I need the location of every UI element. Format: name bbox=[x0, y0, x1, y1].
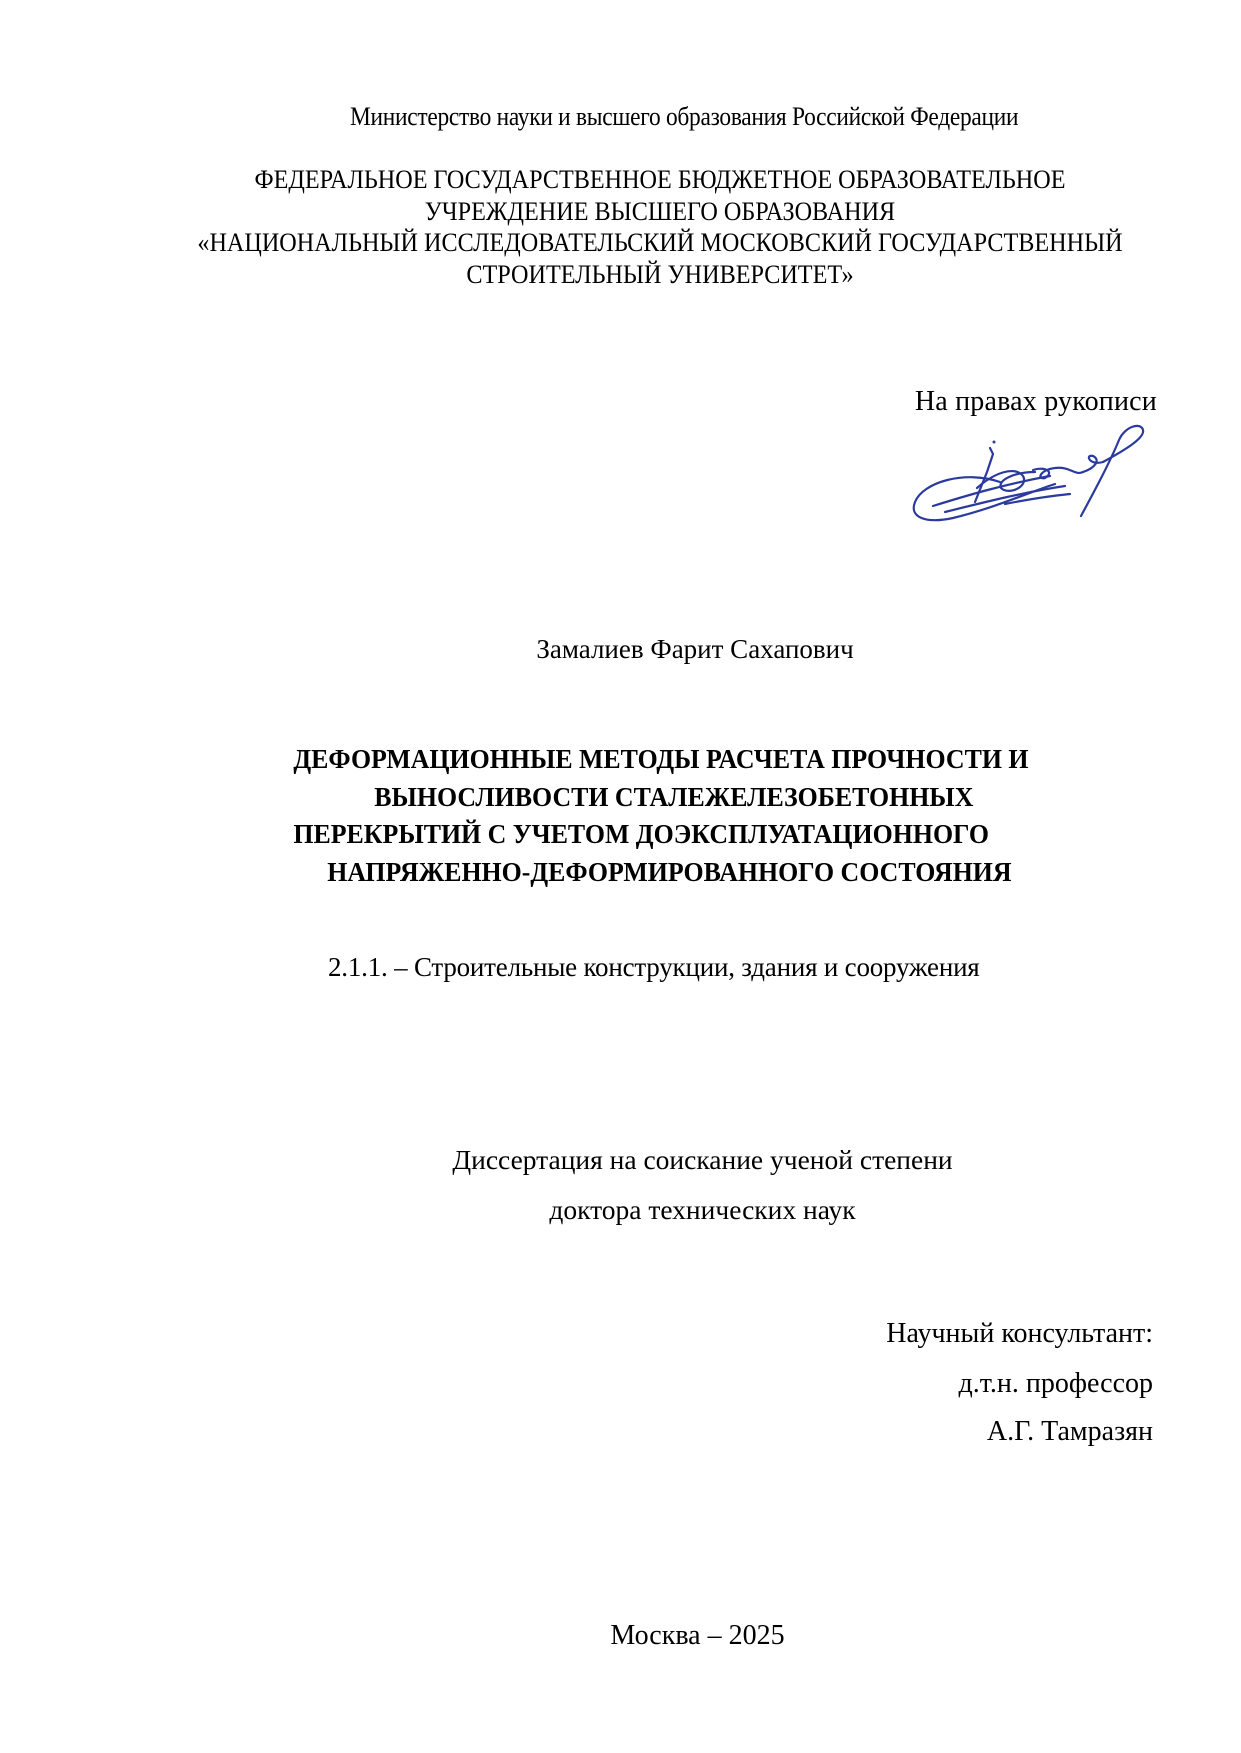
institution-line: «НАЦИОНАЛЬНЫЙ ИССЛЕДОВАТЕЛЬСКИЙ МОСКОВСКИЙ ГОСУДАРСТВЕННЫЙ bbox=[197, 228, 1123, 257]
consultant-degree: д.т.н. профессор bbox=[958, 1368, 1153, 1399]
signature-icon bbox=[905, 420, 1165, 535]
ministry-line: Министерство науки и высшего образования Российской Федерации bbox=[350, 102, 1019, 131]
consultant-label: Научный консультант: bbox=[886, 1318, 1153, 1349]
consultant-name: А.Г. Тамразян bbox=[986, 1416, 1153, 1447]
institution-line: УЧРЕЖДЕНИЕ ВЫСШЕГО ОБРАЗОВАНИЯ bbox=[424, 196, 896, 226]
institution-line: СТРОИТЕЛЬНЫЙ УНИВЕРСИТЕТ» bbox=[466, 259, 854, 289]
title-line: ВЫНОСЛИВОСТИ СТАЛЕЖЕЛЕЗОБЕТОННЫХ bbox=[374, 780, 974, 812]
manuscript-rights: На правах рукописи bbox=[914, 386, 1157, 417]
dissertation-title bbox=[160, 740, 1160, 891]
specialty-code: 2.1.1. – Строительные конструкции, здания и сооружения bbox=[328, 952, 980, 982]
degree-line: доктора технических наук bbox=[549, 1194, 856, 1225]
institution-block bbox=[160, 164, 1160, 290]
title-line: НАПРЯЖЕННО-ДЕФОРМИРОВАННОГО СОСТОЯНИЯ bbox=[327, 856, 1012, 888]
city-year: Москва – 2025 bbox=[610, 1620, 785, 1651]
institution-line: ФЕДЕРАЛЬНОЕ ГОСУДАРСТВЕННОЕ БЮДЖЕТНОЕ ОБРАЗОВАТЕЛЬНОЕ bbox=[254, 165, 1066, 194]
title-line: ПЕРЕКРЫТИЙ С УЧЕТОМ ДОЭКСПЛУАТАЦИОННОГО bbox=[293, 818, 989, 850]
title-line: ДЕФОРМАЦИОННЫЕ МЕТОДЫ РАСЧЕТА ПРОЧНОСТИ И bbox=[293, 743, 1029, 774]
author-name: Замалиев Фарит Сахапович bbox=[536, 634, 854, 664]
degree-line: Диссертация на соискание ученой степени bbox=[452, 1144, 953, 1175]
